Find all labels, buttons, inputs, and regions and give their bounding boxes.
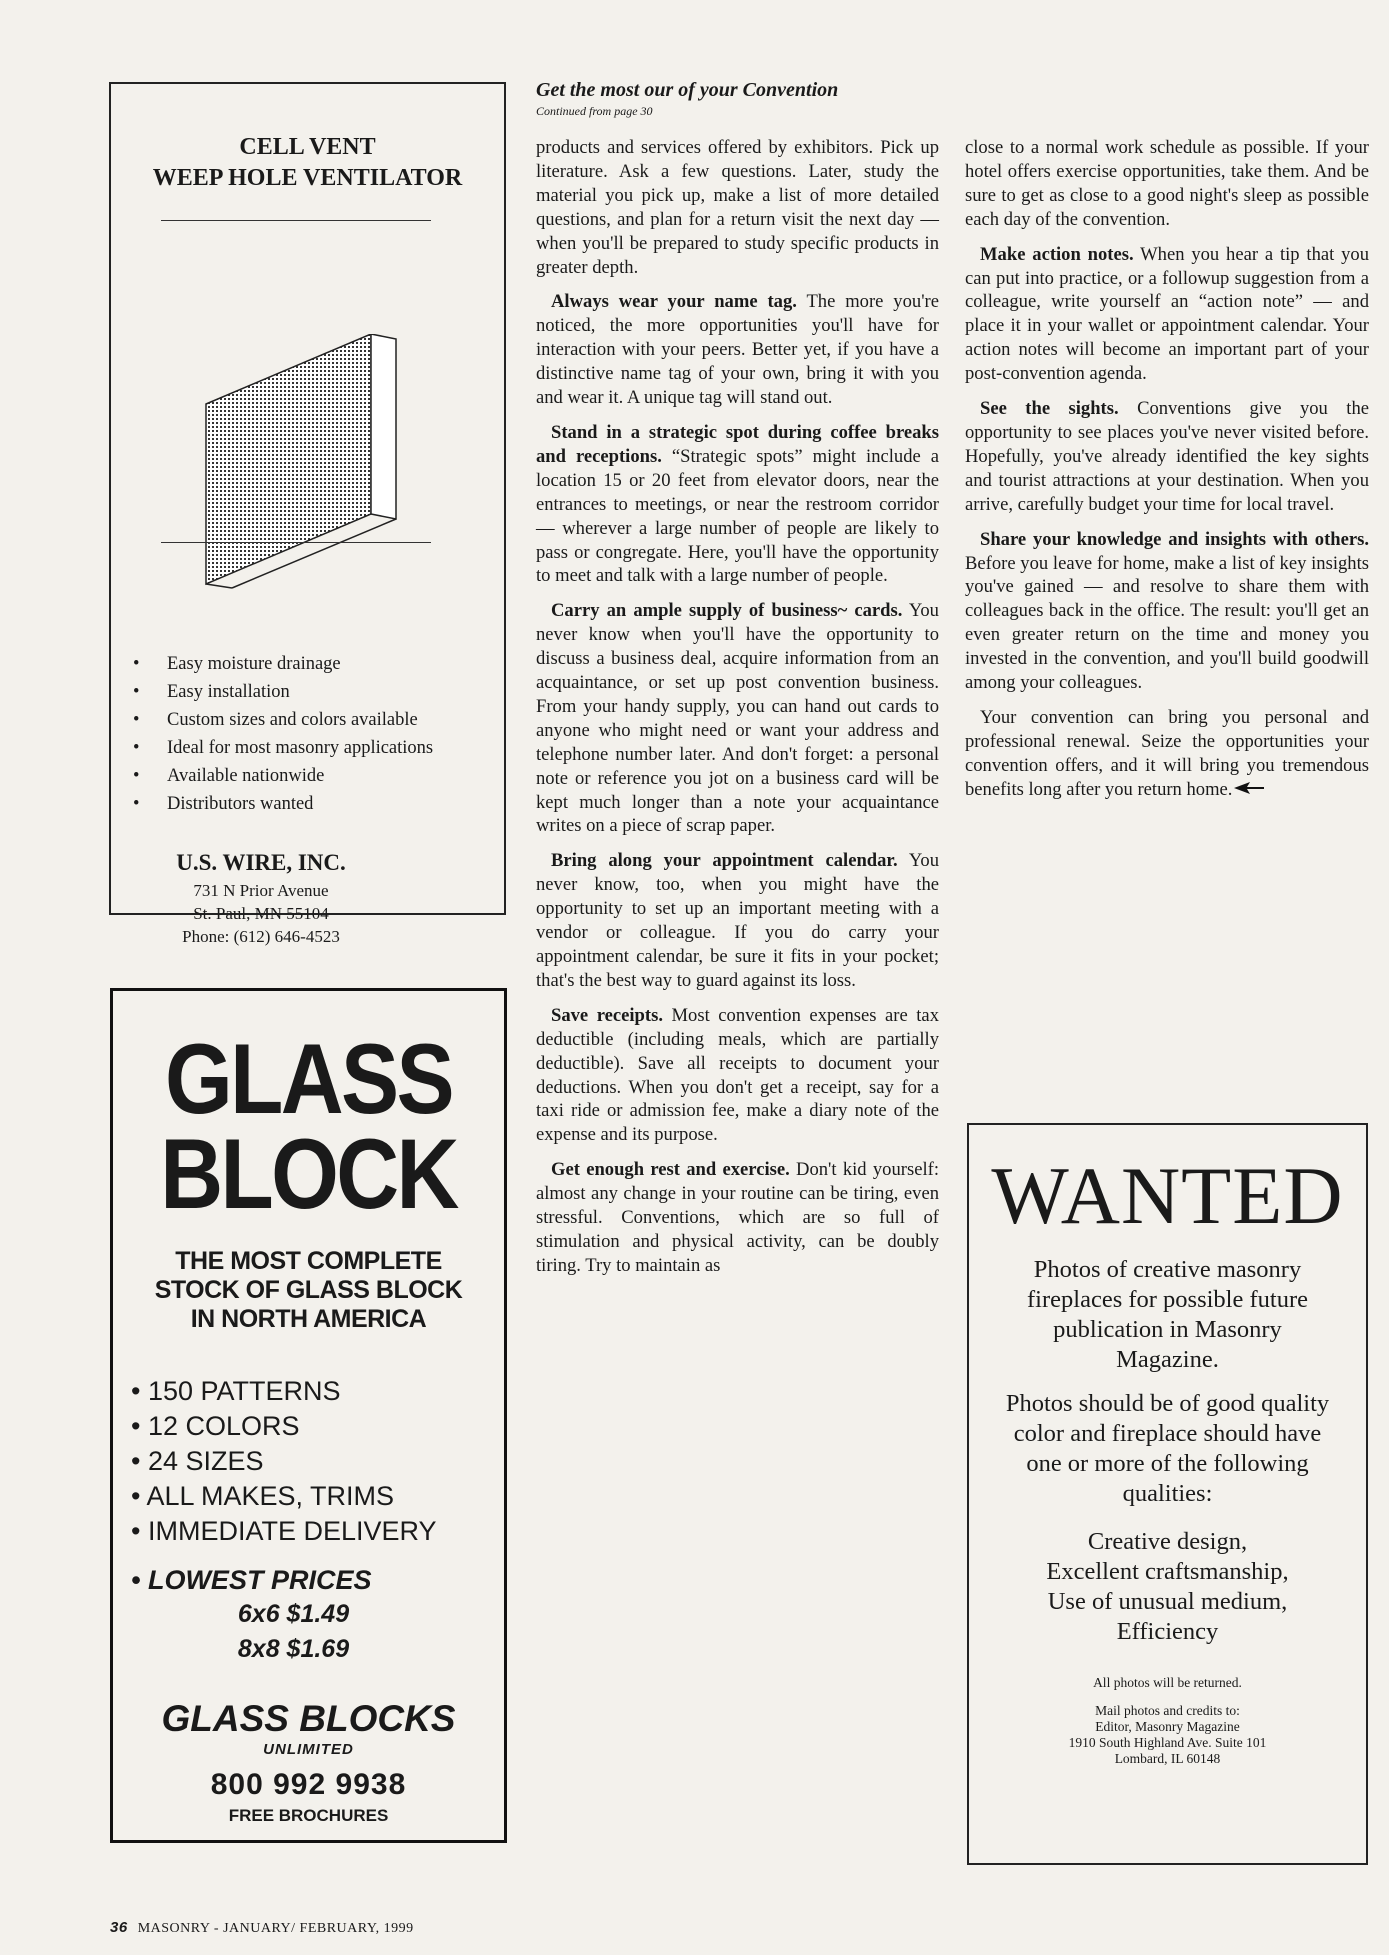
page-number: 36 xyxy=(110,1919,128,1936)
phone-number: Phone: (612) 646-4523 xyxy=(182,927,340,946)
paragraph: Save receipts. Most convention expenses are tax deductible (including meals, which are partially deductible). Save all receipts to document your deductions. When you don't get a receipt, say for a taxi ride or admission fee, make a diary note of the expense and its purpose. xyxy=(536,1004,939,1146)
phone-number: 800 992 9938 xyxy=(210,1768,407,1801)
paragraph: Share your knowledge and insights with others. Before you leave for home, make a list of key insights you've gained — and resolve to share them with colleagues back in the office. The result: you'll get an even greater return on the time and money you invested in the convention, and you'll build goodwill among your colleagues. xyxy=(965,528,1369,694)
article-column-right xyxy=(965,136,1369,813)
price-line: 8x8 $1.69 xyxy=(237,1635,350,1663)
weep-vent-illustration xyxy=(196,334,416,594)
paragraph: Carry an ample supply of business~ cards. You never know when you'll have the opportunity to discuss a business deal, acquire information from an acquaintance, or set up post convention business. From your handy supply, you can hand out cards to anyone who might need or want your address and telephone number later. And don't forget: a personal note or reference you jot on a business card will be kept much longer than a note your acquaintance writes on a piece of scrap paper. xyxy=(536,600,939,837)
company-block xyxy=(111,847,411,948)
ad-text: Photos should be of good quality color and fireplace should have one or more of the following qualities: xyxy=(1005,1390,1330,1507)
paragraph: products and services offered by exhibitors. Pick up literature. Ask a few questions. Later, study the material you pick up, make a list of more detailed questions, and plan for a return visit the next day — when you'll be prepared to study specific products in greater depth. xyxy=(536,137,939,278)
lowest-prices: • LOWEST PRICES xyxy=(131,1565,372,1595)
list-item: • Easy moisture drainage xyxy=(127,650,433,678)
brand-name: GLASS BLOCKS xyxy=(161,1698,456,1739)
brochures-note: FREE BROCHURES xyxy=(228,1806,389,1825)
paragraph: Get enough rest and exercise. Don't kid yourself: almost any change in your routine can be tiring, even stressful. Conventions, which are so full of stimulation and physical activity, can be doubly tiring. Try to maintain as xyxy=(536,1159,939,1276)
list-item: • IMMEDIATE DELIVERY xyxy=(131,1514,504,1549)
ad-cell-vent-title: CELL VENT WEEP HOLE VENTILATOR xyxy=(152,134,463,191)
brand-subtitle: UNLIMITED xyxy=(263,1741,354,1758)
paragraph: Make action notes. When you hear a tip that you can put into practice, or a followup suggestion from a colleague, write yourself an “action note” — and place it in your wallet or appointment calendar. Your action notes will become an important part of your post-convention agenda. xyxy=(965,243,1369,385)
ad-tagline: THE MOST COMPLETE STOCK OF GLASS BLOCK IN NORTH AMERICA xyxy=(154,1247,463,1333)
paragraph: Your convention can bring you personal and professional renewal. Seize the opportunities your convention offers, and it will bring you tremendous benefits long after you return home. xyxy=(965,706,1369,800)
mailing-address: Mail photos and credits to: Editor, Masonry Magazine 1910 South Highland Ave. Suite 101 Lombard, IL 60148 xyxy=(1068,1703,1267,1766)
ad-headline: GLASS BLOCK xyxy=(160,1023,457,1229)
list-item: • 12 COLORS xyxy=(131,1409,504,1444)
divider xyxy=(161,220,431,221)
publication-info: MASONRY - JANUARY/ FEBRUARY, 1999 xyxy=(137,1921,414,1936)
article-column-left xyxy=(536,136,939,1289)
paragraph: See the sights. Conventions give you the opportunity to see places you've never visited before. Hopefully, you've already identified the key sights and tourist attractions at your destination. When you arrive, carefully budget your time for local travel. xyxy=(965,398,1369,515)
company-name: U.S. WIRE, INC. xyxy=(176,850,346,875)
list-item: • Easy installation xyxy=(127,678,433,706)
feature-list xyxy=(127,650,433,818)
list-item: • 24 SIZES xyxy=(131,1444,504,1479)
returned-note: All photos will be returned. xyxy=(1093,1675,1242,1690)
list-item: • Distributors wanted xyxy=(127,790,433,818)
article-title: Get the most our of your Convention xyxy=(536,79,839,101)
paragraph: Stand in a strategic spot during coffee breaks and receptions. “Strategic spots” might include a location 15 or 20 feet from elevator doors, near the entrances to meetings, or near the restroom corridor — wherever a large number of people are likely to pass or congregate. Here, you'll have the opportunity to meet and talk with a large number of people. xyxy=(536,421,940,587)
page-footer xyxy=(110,1919,414,1937)
list-item: • ALL MAKES, TRIMS xyxy=(131,1479,504,1514)
list-item: • Ideal for most masonry applications xyxy=(127,734,433,762)
article-header xyxy=(536,79,838,119)
list-item: • Custom sizes and colors available xyxy=(127,706,433,734)
list-item: • Available nationwide xyxy=(127,762,433,790)
ad-wanted xyxy=(967,1123,1368,1865)
feature-list xyxy=(113,1374,504,1549)
ad-glass-block xyxy=(110,988,507,1843)
address-line: 731 N Prior Avenue xyxy=(193,881,329,900)
end-mark-icon xyxy=(1232,781,1266,795)
qualities-list: Creative design, Excellent craftsmanship, Use of unusual medium, Efficiency xyxy=(1046,1528,1289,1645)
ad-cell-vent xyxy=(109,82,506,946)
continued-note: Continued from page 30 xyxy=(536,104,653,118)
list-item: • 150 PATTERNS xyxy=(131,1374,504,1409)
paragraph: close to a normal work schedule as possible. If your hotel offers exercise opportunities, take them. And be sure to get as close to a good night's sleep as possible each day of the convention. xyxy=(965,137,1369,230)
price-line: 6x6 $1.49 xyxy=(237,1600,350,1628)
paragraph: Bring along your appointment calendar. You never know, too, when you might have the opportunity to set up an important meeting with a vendor or colleague. If you do carry your appointment calendar, be sure it fits in your pocket; that's the best way to guard against its loss. xyxy=(536,850,939,991)
ad-text: Photos of creative masonry fireplaces for possible future publication in Masonry Magazine. xyxy=(1027,1256,1308,1373)
paragraph: Always wear your name tag. The more you're noticed, the more opportunities you'll have for interaction with your peers. Better yet, if you have a distinctive name tag of your own, bring it with you and wear it. A unique tag will stand out. xyxy=(536,291,939,409)
ad-headline: WANTED xyxy=(991,1150,1344,1241)
address-line: St. Paul, MN 55104 xyxy=(193,904,329,923)
divider xyxy=(161,542,431,543)
